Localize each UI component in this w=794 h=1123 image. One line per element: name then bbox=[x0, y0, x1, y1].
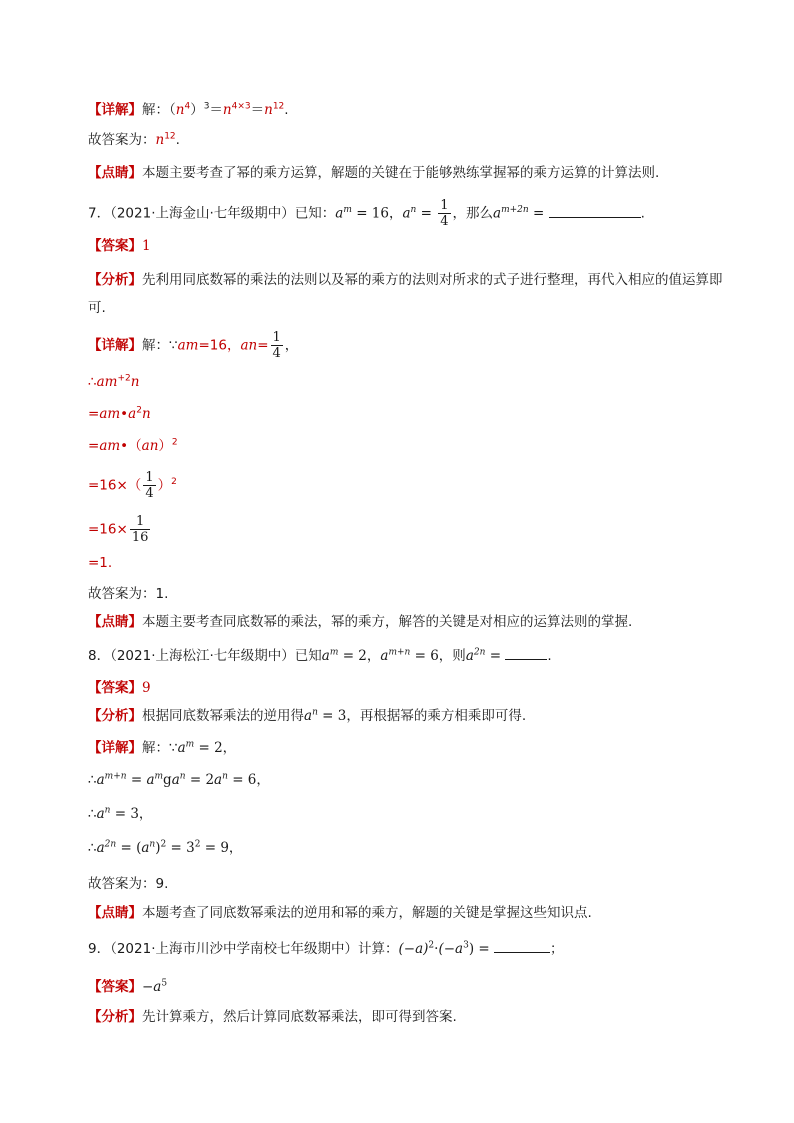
q7-step-6: =1. bbox=[88, 555, 113, 571]
q9-number: 9． bbox=[88, 941, 111, 957]
q8-detail-line: 【详解】解：$\because a^m = 2$， bbox=[88, 739, 237, 756]
q8-answer-line: 【答案】9 bbox=[88, 680, 151, 696]
q6-answer-line: 故答案为：$n^{12}$. bbox=[88, 131, 180, 148]
q6-detail-line: 【详解】解：$(n^4)^3=n^{4\times 3}=n^{12}$. bbox=[88, 101, 289, 118]
q7-answer-summary: 故答案为：1. bbox=[88, 586, 169, 602]
q8-number: 8． bbox=[88, 648, 111, 664]
answer-tag: 【答案】 bbox=[88, 238, 142, 254]
q8-step-1: $\therefore a^{m+n} = a^mga^n = 2a^n = 6$， bbox=[88, 771, 270, 788]
analysis-tag: 【分析】 bbox=[88, 272, 142, 288]
q7-step-2: $=am•a^2n$ bbox=[88, 405, 151, 422]
q7-question: 7．（2021·上海金山·七年级期中）已知：$a^m = 16$，$a^n$ = $\frac{1}{4}$ ，那么$a^{m+2n}$ = . bbox=[88, 198, 645, 229]
q9-analysis-line: 【分析】先计算乘方，然后计算同底数幂乘法，即可得到答案. bbox=[88, 1009, 457, 1025]
q7-number: 7． bbox=[88, 205, 111, 222]
comment-tag: 【点睛】 bbox=[88, 165, 142, 181]
q7-step4-fraction: $\frac{1}{4}$ bbox=[145, 470, 154, 501]
analysis-tag: 【分析】 bbox=[88, 1009, 142, 1025]
q8-analysis-line: 【分析】根据同底数幂乘法的逆用得$a^n = 3$，再根据幂的乘方相乘即可得. bbox=[88, 707, 527, 724]
q7-step-4: =16×（ $\frac{1}{4}$ ）$^2$ bbox=[88, 470, 177, 501]
q8-answer-summary: 故答案为：9. bbox=[88, 876, 169, 892]
q7-answer-line: 【答案】1 bbox=[88, 238, 151, 254]
q8-step-2: $\therefore a^n = 3$， bbox=[88, 805, 153, 822]
answer-tag: 【答案】 bbox=[88, 680, 142, 696]
q7-analysis-line: 【分析】先利用同底数幂的乘法的法则以及幂的乘方的法则对所求的式子进行整理，再代入相应的值运算即可. bbox=[88, 272, 723, 316]
q8-comment-line: 【点睛】本题考查了同底数幂乘法的逆用和幂的乘方，解题的关键是掌握这些知识点. bbox=[88, 905, 592, 921]
q7-detail-fraction: $\frac{1}{4}$ bbox=[272, 330, 281, 361]
q7-step-1: $\therefore am^{+2}n$ bbox=[88, 373, 140, 390]
answer-tag: 【答案】 bbox=[88, 979, 142, 995]
detail-tag: 【详解】 bbox=[88, 102, 142, 118]
detail-tag: 【详解】 bbox=[88, 337, 142, 354]
q8-source: （2021·上海松江·七年级期中） bbox=[110, 648, 295, 664]
q7-step-3: =am•（an）$^2$ bbox=[88, 437, 178, 454]
q7-detail-line: 【详解】解：∵am=16，an= $\frac{1}{4}$ ， bbox=[88, 330, 299, 361]
q8-question: 8．（2021·上海松江·七年级期中）已知$a^m = 2$，$a^{m+n} = 6$，则$a^{2n}$ = . bbox=[88, 647, 552, 664]
q7-comment-line: 【点睛】本题主要考查同底数幂的乘法，幂的乘方，解答的关键是对相应的运算法则的掌握. bbox=[88, 614, 633, 630]
q9-answer-line: 【答案】$-a^5$ bbox=[88, 978, 168, 995]
answer-blank[interactable] bbox=[494, 940, 550, 953]
q8-step-3: $\therefore a^{2n} = (a^n)^2 = 3^2 = 9$， bbox=[88, 839, 243, 856]
q7-step-5: =16× $\frac{1}{16}$ bbox=[88, 514, 149, 545]
q7-step5-fraction: $\frac{1}{16}$ bbox=[131, 514, 149, 545]
q9-source: （2021·上海市川沙中学南校七年级期中） bbox=[110, 941, 358, 957]
analysis-tag: 【分析】 bbox=[88, 708, 142, 724]
detail-tag: 【详解】 bbox=[88, 740, 142, 756]
answer-blank[interactable] bbox=[505, 647, 547, 660]
comment-tag: 【点睛】 bbox=[88, 905, 142, 921]
comment-tag: 【点睛】 bbox=[88, 614, 142, 630]
q6-comment-line: 【点睛】本题主要考查了幂的乘方运算，解题的关键在于能够熟练掌握幂的乘方运算的计算法则. bbox=[88, 165, 660, 181]
q9-question: 9．（2021·上海市川沙中学南校七年级期中）计算：$(-a)^2\cdot(-a^3)$ = ； bbox=[88, 940, 564, 957]
q7-source: （2021·上海金山·七年级期中） bbox=[110, 205, 295, 222]
q7-fraction: $\frac{1}{4}$ bbox=[440, 198, 449, 229]
answer-blank[interactable] bbox=[549, 205, 641, 218]
